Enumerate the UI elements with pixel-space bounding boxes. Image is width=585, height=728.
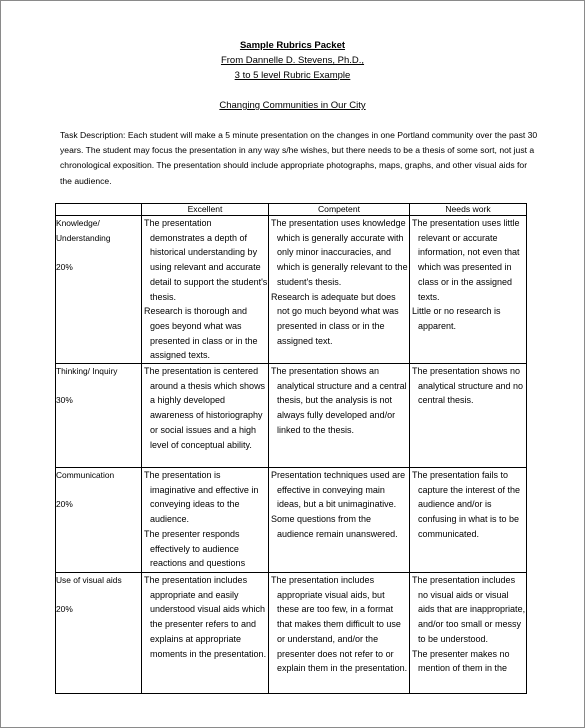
- cell-paragraph: Some questions from the audience remain unanswered.: [271, 514, 398, 539]
- competent-cell: [269, 216, 410, 364]
- cell-paragraph: The presentation uses knowledge which is generally accurate with only minor inaccuracies, and which is generally relevant to the student's thesis.: [271, 218, 408, 287]
- criterion-weight: 30%: [56, 395, 73, 406]
- cell-paragraph: The presenter makes no mention of them in the: [412, 648, 510, 674]
- criterion-name: Use of visual aids: [56, 575, 122, 586]
- cell-paragraph: The presentation includes appropriate and easily understood visual aids which the presenter refers to and explains at appropriate moments in the presentation.: [144, 575, 267, 659]
- cell-paragraph: Little or no research is apparent.: [412, 306, 501, 331]
- table-row: [56, 573, 527, 694]
- excellent-cell: [142, 468, 269, 573]
- criterion-cell: [56, 216, 142, 364]
- cell-paragraph: The presentation is centered around a thesis which shows a highly developed awareness of historiography or social issues and a high level of conceptual ability.: [144, 366, 266, 450]
- table-row: [56, 468, 527, 573]
- cell-paragraph: The presentation uses little relevant or accurate information, not even that which was presented in class or in the assigned texts.: [412, 218, 520, 302]
- criterion-name: Knowledge/ Understanding: [56, 218, 111, 243]
- excellent-cell: [142, 364, 269, 468]
- criterion-cell: [56, 364, 142, 468]
- needs-work-cell: [410, 216, 527, 364]
- cell-paragraph: Research is adequate but does not go much beyond what was presented in class or in the assigned text.: [271, 291, 399, 346]
- criterion-cell: [56, 468, 142, 573]
- cell-paragraph: Presentation techniques used are effective in conveying main ideas, but a bit unimaginative.: [271, 470, 406, 510]
- task-description: Task Description: Each student will make a 5 minute presentation on the changes in one Portland community over the past 30 years. The student may focus the presentation in any way s/he wishes, but there needs to be a thesis of some sort, not just a chronological exposition. The presentation should include appropriate photographs, maps, graphs, and other visual aids for the audience.: [60, 130, 538, 186]
- cell-paragraph: The presentation demonstrates a depth of historical understanding by using relevant and accurate detail to support the student's thesis.: [144, 218, 268, 302]
- criterion-cell: [56, 573, 142, 694]
- needs-work-cell: [410, 468, 527, 573]
- cell-paragraph: The presentation is imaginative and effective in conveying ideas to the audience.: [144, 470, 259, 525]
- cell-paragraph: The presentation includes no visual aids or visual aids that are inappropriate, and/or too small or messy to be understood.: [412, 575, 526, 644]
- excellent-cell: [142, 573, 269, 694]
- topic-line: Changing Communities in Our City: [219, 100, 366, 111]
- cell-paragraph: The presentation fails to capture the interest of the audience and/or is confusing in what is to be communicated.: [412, 470, 521, 539]
- criterion-name: Communication: [56, 470, 115, 481]
- cell-paragraph: The presentation shows no analytical structure and no central thesis.: [412, 366, 524, 406]
- competent-cell: [269, 573, 410, 694]
- criterion-name: Thinking/ Inquiry: [56, 366, 118, 377]
- table-row: [56, 364, 527, 468]
- criterion-weight: 20%: [56, 262, 73, 273]
- header-competent: Competent: [269, 204, 410, 216]
- header-excellent: Excellent: [142, 204, 269, 216]
- cell-paragraph: The presentation includes appropriate visual aids, but these are too few, in a format that makes them difficult to use or understand, and/or the presenter does not refer to or explain them in the presentation.: [271, 575, 408, 674]
- cell-paragraph: The presentation shows an analytical structure and a central thesis, but the analysis is not always fully developed and/or linked to the thesis.: [271, 366, 407, 435]
- competent-cell: [269, 468, 410, 573]
- header-needs-work: Needs work: [410, 204, 527, 216]
- competent-cell: [269, 364, 410, 468]
- rubric-table: [55, 203, 527, 694]
- page-title: Sample Rubrics Packet: [239, 40, 346, 51]
- excellent-cell: [142, 216, 269, 364]
- author-line: From Dannelle D. Stevens, Ph.D.,: [220, 55, 365, 66]
- table-row: [56, 216, 527, 364]
- header-corner: [56, 204, 142, 216]
- subtitle-line: 3 to 5 level Rubric Example: [234, 70, 351, 81]
- criterion-weight: 20%: [56, 499, 73, 510]
- needs-work-cell: [410, 364, 527, 468]
- needs-work-cell: [410, 573, 527, 694]
- cell-paragraph: Research is thorough and goes beyond what was presented in class or in the assigned texts.: [144, 306, 258, 361]
- cell-paragraph: The presenter responds effectively to audience reactions and questions: [144, 528, 246, 569]
- criterion-weight: 20%: [56, 604, 73, 615]
- header-row: [56, 204, 527, 216]
